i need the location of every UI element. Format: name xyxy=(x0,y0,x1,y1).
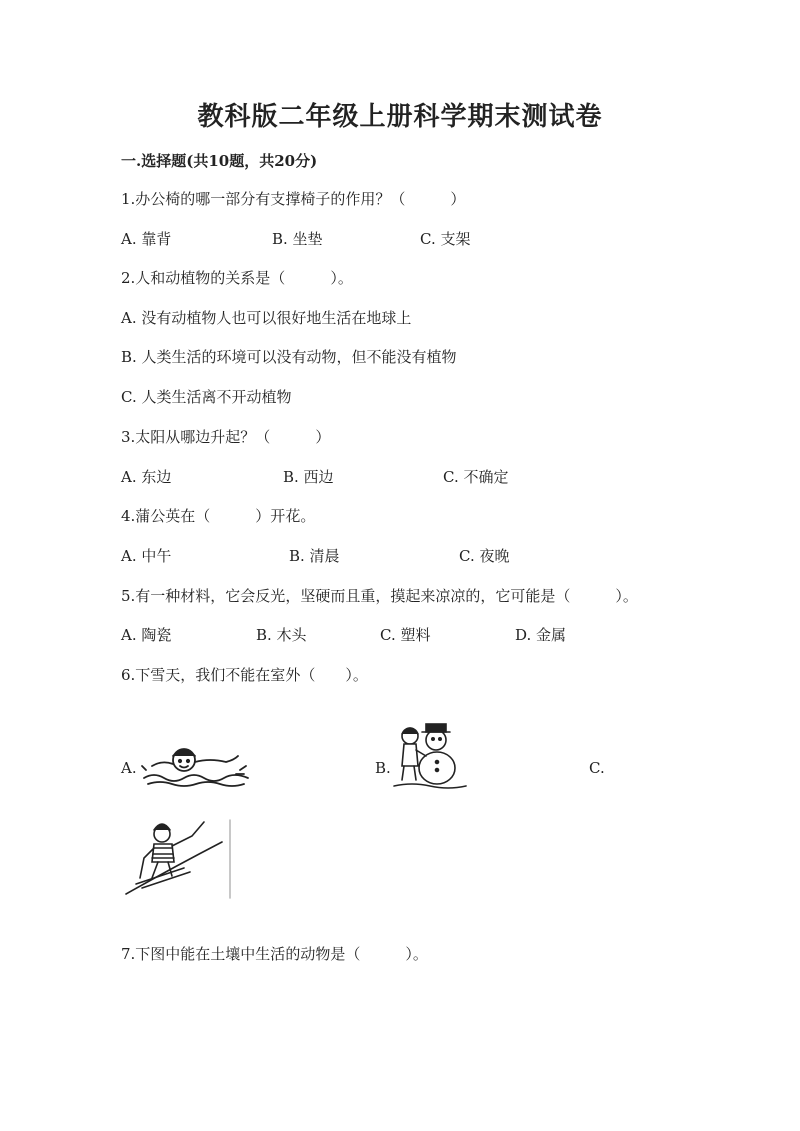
q5-option-a: A. 陶瓷 xyxy=(121,626,172,644)
q5-option-c: C. 塑料 xyxy=(380,626,431,644)
question-1: 1.办公椅的哪一部分有支撑椅子的作用？（ ） xyxy=(121,190,466,208)
q1-option-c: C. 支架 xyxy=(420,230,471,248)
q3-option-a: A. 东边 xyxy=(121,468,172,486)
q3-option-c: C. 不确定 xyxy=(443,468,509,486)
swimming-child-picture xyxy=(140,740,252,788)
q3-option-b: B. 西边 xyxy=(283,468,334,486)
page-title: 教科版二年级上册科学期末测试卷 xyxy=(197,102,603,132)
q4-option-b: B. 清晨 xyxy=(289,547,340,565)
question-4: 4.蒲公英在（ ）开花。 xyxy=(121,507,316,525)
question-3: 3.太阳从哪边升起？（ ） xyxy=(121,428,331,446)
q5-option-b: B. 木头 xyxy=(256,626,307,644)
question-6: 6.下雪天，我们不能在室外（ ）。 xyxy=(121,666,368,684)
q6-option-b: B. xyxy=(375,759,391,777)
q1-option-b: B. 坐垫 xyxy=(272,230,323,248)
question-5: 5.有一种材料，它会反光，坚硬而且重，摸起来凉凉的，它可能是（ ）。 xyxy=(121,587,638,605)
q2-option-c: C. 人类生活离不开动植物 xyxy=(121,388,292,406)
q5-option-d: D. 金属 xyxy=(515,626,567,644)
q2-option-b: B. 人类生活的环境可以没有动物，但不能没有植物 xyxy=(121,348,457,366)
q4-option-c: C. 夜晚 xyxy=(459,547,510,565)
snowman-child-picture xyxy=(392,716,468,792)
q6-option-c: C. xyxy=(589,759,605,777)
question-2: 2.人和动植物的关系是（ ）。 xyxy=(121,269,353,287)
question-7: 7.下图中能在土壤中生活的动物是（ ）。 xyxy=(121,945,428,963)
q6-option-a: A. xyxy=(121,759,137,777)
section-heading: 一.选择题(共10题，共20分) xyxy=(121,152,318,170)
skiing-child-picture xyxy=(122,818,234,900)
q4-option-a: A. 中午 xyxy=(121,547,172,565)
q1-option-a: A. 靠背 xyxy=(121,230,172,248)
q2-option-a: A. 没有动植物人也可以很好地生活在地球上 xyxy=(121,309,412,327)
